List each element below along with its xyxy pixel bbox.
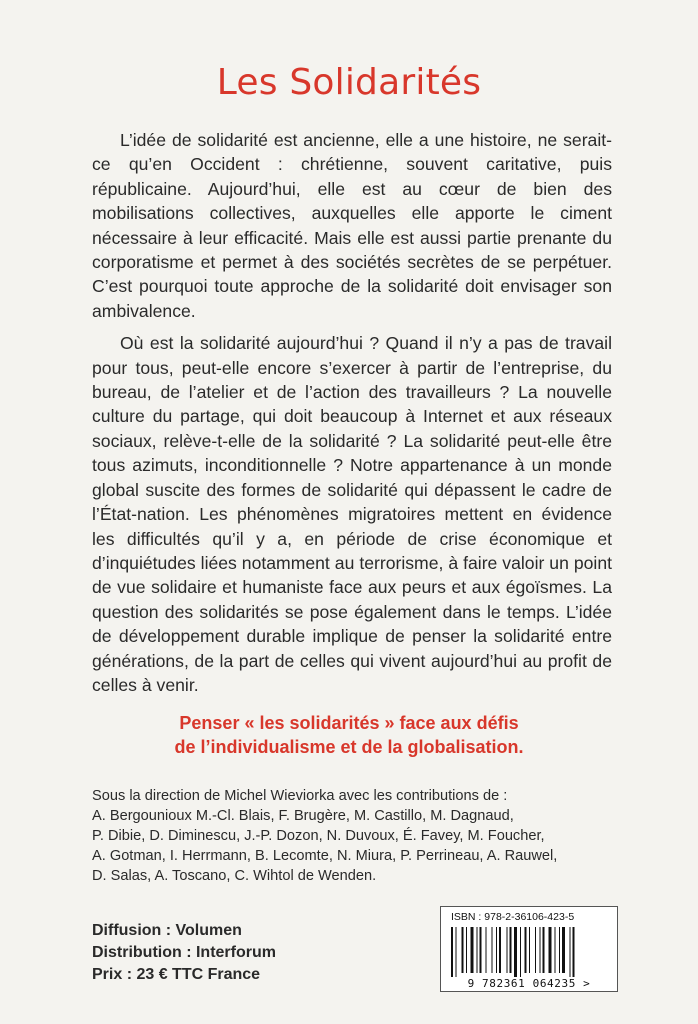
barcode-bar [573, 927, 575, 977]
barcode-bar [529, 927, 530, 973]
tagline-line-2: de l’individualisme et de la globalisation. [174, 737, 524, 757]
barcode-bar [480, 927, 482, 973]
barcode-bar [486, 927, 487, 973]
barcode-bar [559, 927, 560, 973]
barcode-bar [466, 927, 467, 973]
contributors-line: A. Bergounioux M.-Cl. Blais, F. Brugère, M. Castillo, M. Dagnaud, [92, 808, 514, 824]
tagline-line-1: Penser « les solidarités » face aux défis [179, 713, 519, 733]
distribution-info [92, 920, 276, 986]
contributors-line: P. Dibie, D. Diminescu, J.-P. Dozon, N. Duvoux, É. Favey, M. Foucher, [92, 828, 545, 844]
contributors-line: A. Gotman, I. Herrmann, B. Lecomte, N. Miura, P. Perrineau, A. Rauwel, [92, 848, 558, 864]
blurb-paragraph-1: L’idée de solidarité est ancienne, elle a une histoire, ne serait-ce qu’en Occident : chrétienne, souvent caritative, puis républicaine. Aujourd’hui, elle est au cœur de bien des mobilisations collectives, auxquelles elle apporte le ciment nécessaire à leur efficacité. Mais elle est aussi partie prenante du corporatisme et permet à des sociétés secrètes de se perpétuer. C’est pourquoi toute approche de la solidarité doit envisager son ambivalence. [92, 130, 612, 321]
barcode-bar [496, 927, 497, 973]
barcode-bar [540, 927, 541, 973]
barcode-bar [462, 927, 464, 973]
barcode-bar [499, 927, 501, 973]
contributors-line: D. Salas, A. Toscano, C. Wihtol de Wenden. [92, 868, 377, 884]
barcode-bar [492, 927, 493, 973]
barcode-label [440, 906, 618, 992]
barcode-bar [471, 927, 474, 973]
contributors [92, 786, 612, 886]
barcode-bar [570, 927, 571, 977]
barcode-bar [535, 927, 536, 973]
barcode-bar [456, 927, 457, 977]
barcode-digits: 9 782361 064235 > [467, 977, 591, 990]
isbn-text: ISBN : 978-2-36106-423-5 [451, 911, 575, 923]
tagline [80, 711, 618, 759]
blurb-paragraph-2: Où est la solidarité aujourd’hui ? Quand il n’y a pas de travail pour tous, peut-elle encore s’exercer à partir de l’entreprise, du bureau, de l’atelier et de l’action des travailleurs ? La nouvelle culture du partage, qui doit beaucoup à Internet et aux réseaux sociaux, relève-t-elle de la solidarité ? La solidarité peut-elle être tous azimuts, inconditionnelle ? Notre appartenance à un monde global suscite des formes de solidarité qui dépassent le cadre de l’État-nation. Les phénomènes migratoires mettent en évidence les difficultés qu’il y a, en période de crise économique et d’inquiétudes liées notamment au terrorisme, à faire valoir un point de vue solidaire et humaniste face aux peurs et aux égoïsmes. La question des solidarités se pose également dans le temps. L’idée de développement durable implique de penser la solidarité entre générations, de la part de celles qui vivent aujourd’hui au profit de celles à venir. [92, 333, 612, 695]
distribution-text: Distribution : Interforum [92, 944, 276, 961]
barcode-bar [477, 927, 478, 973]
book-title: Les Solidarités [216, 62, 482, 103]
price-text: Prix : 23 € TTC France [92, 966, 261, 983]
barcode-bar [525, 927, 527, 973]
barcode-bar [555, 927, 556, 973]
contributors-intro: Sous la direction de Michel Wieviorka avec les contributions de : [92, 788, 508, 804]
barcode-bar [451, 927, 453, 977]
barcode-bar [562, 927, 565, 973]
barcode-bar [507, 927, 508, 973]
barcode-bar [543, 927, 545, 973]
diffusion-text: Diffusion : Volumen [92, 922, 242, 939]
barcode-bar [549, 927, 552, 973]
barcode-bar [510, 927, 512, 973]
barcode-bar [520, 927, 521, 977]
blurb [92, 128, 612, 705]
barcode-icon [451, 927, 607, 977]
barcode-bar [514, 927, 517, 977]
